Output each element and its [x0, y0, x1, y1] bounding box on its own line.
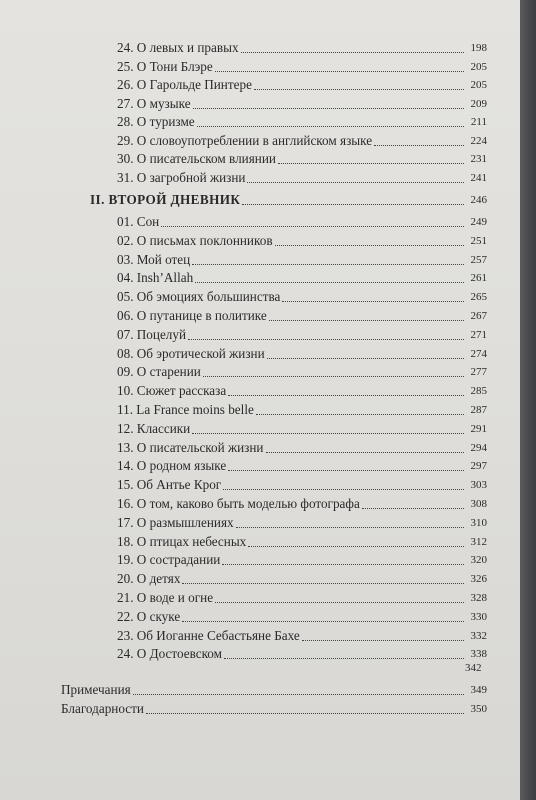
toc-entry-page: 205: [470, 60, 487, 73]
toc-entry-page: 211: [470, 116, 487, 128]
toc-entry-title: 17. О размышлениях: [117, 514, 234, 530]
toc-entry-title: Примечания: [61, 682, 131, 697]
toc-entry: [117, 308, 487, 324]
dot-leader: [278, 163, 464, 164]
dot-leader: [192, 264, 464, 265]
toc-entry: [117, 552, 487, 568]
dot-leader: [236, 527, 464, 528]
toc-entry-title: 15. Об Антье Крог: [117, 477, 222, 493]
toc-entry-title: II. ВТОРОЙ ДНЕВНИК: [90, 192, 241, 207]
toc-entry-page: 246: [470, 194, 487, 206]
toc-entry-title: 16. О том, каково быть моделью фотографа: [117, 496, 360, 511]
toc-entry-page: 241: [470, 171, 487, 184]
toc-entry-title: 20. О детях: [117, 571, 181, 587]
toc-entry: [117, 346, 487, 362]
toc-entry: [117, 440, 487, 456]
toc-entry-page: 249: [470, 216, 487, 228]
dot-leader: [362, 508, 464, 509]
toc-entry-page: 308: [470, 498, 487, 510]
dot-leader: [223, 489, 464, 490]
toc-entry-title: 30. О писательском влиянии: [117, 151, 276, 166]
dot-leader: [374, 145, 464, 146]
toc-entry-page: 328: [470, 592, 487, 604]
back-matter-entry: [61, 701, 487, 717]
dot-leader: [242, 204, 464, 205]
toc-entry: [117, 590, 487, 606]
toc-entry-title: 28. О туризме: [117, 114, 195, 129]
toc-entry-title: 07. Поцелуй: [117, 326, 187, 342]
dot-leader: [182, 621, 464, 622]
toc-entry-title: 06. О путанице в политике: [117, 308, 267, 323]
toc-entry-page: 271: [470, 328, 487, 341]
toc-entry-page: 261: [470, 272, 487, 285]
dot-leader: [161, 226, 464, 227]
dot-leader: [188, 339, 464, 340]
toc-entry-page: 338: [470, 648, 487, 661]
toc-entry-page: 257: [470, 253, 487, 266]
toc-entry: [117, 402, 487, 418]
toc-entry-page: 287: [470, 404, 487, 416]
toc-entry-title: 03. Мой отец: [117, 251, 191, 267]
dot-leader: [192, 433, 464, 434]
dot-leader: [193, 108, 464, 109]
toc-entry-page: 267: [470, 310, 487, 322]
toc-entry-title: 25. О Тони Блэре: [117, 58, 213, 74]
toc-entry-page: 205: [470, 79, 487, 91]
toc-entry: [117, 477, 487, 493]
dot-leader: [302, 640, 464, 641]
dot-leader: [182, 583, 464, 584]
toc-entry-page: 350: [470, 703, 487, 715]
dot-leader: [267, 358, 464, 359]
toc-entry-title: 05. Об эмоциях большинства: [117, 289, 281, 305]
toc-entry-page: 198: [470, 42, 487, 54]
toc-entry: [117, 628, 487, 644]
toc-entry-title: 22. О скуке: [117, 608, 181, 624]
toc-entry-page: 312: [470, 535, 487, 548]
toc-entry-page: 285: [470, 385, 487, 398]
toc-entry-page: 349: [470, 684, 487, 696]
toc-entry: [117, 170, 487, 186]
toc-entry-page: 294: [470, 441, 487, 454]
toc-entry-title: 09. О старении: [117, 364, 201, 380]
dot-leader: [248, 546, 464, 547]
toc-entry: [117, 496, 487, 512]
toc-entry-page: 274: [470, 347, 487, 360]
toc-entry-title: 14. О родном языке: [117, 458, 227, 474]
toc-entry: [117, 364, 487, 380]
toc-entry: [117, 133, 487, 149]
dot-leader: [269, 320, 464, 321]
toc-entry: [117, 214, 487, 230]
dot-leader: [133, 694, 464, 695]
toc-entry-title: 26. О Гарольде Пинтере: [117, 77, 252, 92]
dot-leader: [195, 282, 464, 283]
toc-entry: [117, 458, 487, 474]
toc-entry-page: 297: [470, 460, 487, 473]
toc-entry-title: 19. О сострадании: [117, 552, 221, 568]
dot-leader: [282, 301, 464, 302]
dot-leader: [146, 713, 464, 714]
book-cover-edge: [520, 0, 536, 800]
dot-leader: [254, 89, 464, 90]
toc-entry-title: 27. О музыке: [117, 95, 191, 111]
dot-leader: [228, 395, 464, 396]
toc-entry: [117, 77, 487, 93]
dot-leader: [256, 414, 464, 415]
toc-entry: [117, 646, 487, 662]
dot-leader: [203, 376, 464, 377]
toc-entry: [117, 327, 487, 343]
dot-leader: [241, 52, 464, 53]
toc-entry: [117, 151, 487, 167]
toc-entry-title: 02. О письмах поклонников: [117, 232, 273, 248]
toc-entry: [117, 40, 487, 56]
toc-entry-page: 291: [470, 422, 487, 435]
toc-entry: [117, 59, 487, 75]
toc-entry: [117, 252, 487, 268]
toc-entry: [117, 289, 487, 305]
toc-entry-page: 277: [470, 366, 487, 379]
toc-entry-title: 01. Сон: [117, 214, 160, 229]
toc-entry: [117, 96, 487, 112]
dot-leader: [266, 452, 465, 453]
toc-entry-title: 13. О писательской жизни: [117, 439, 264, 455]
toc-entry-page: 209: [470, 97, 487, 110]
toc-entry-page: 332: [470, 629, 487, 642]
toc-entry: [117, 383, 487, 399]
toc-entry: [117, 534, 487, 550]
toc-entry: [117, 609, 487, 625]
toc-entry-title: 18. О птицах небесных: [117, 533, 247, 549]
dot-leader: [228, 470, 464, 471]
dot-leader: [224, 658, 464, 659]
toc-entry: [117, 114, 487, 130]
toc-entry-page: 231: [470, 153, 487, 165]
page-number: 342: [465, 662, 482, 674]
back-matter-entry: [61, 682, 487, 698]
toc-entry-title: 10. Сюжет рассказа: [117, 383, 227, 399]
dot-leader: [215, 602, 464, 603]
toc-entry-title: 24. О левых и правых: [117, 40, 239, 55]
toc-entry-title: 12. Классики: [117, 420, 191, 436]
toc-entry: [117, 421, 487, 437]
toc-entry: [117, 571, 487, 587]
toc-entry-page: 303: [470, 479, 487, 492]
dot-leader: [275, 245, 464, 246]
toc-entry-title: 11. La France moins belle: [117, 402, 254, 417]
toc-entry: [117, 515, 487, 531]
section-heading: [90, 192, 487, 208]
toc-entry-title: 24. О Достоевском: [117, 646, 222, 662]
toc-entry-page: 320: [470, 554, 487, 567]
toc-entry-page: 310: [470, 516, 487, 529]
dot-leader: [215, 71, 464, 72]
toc-entry-title: 21. О воде и огне: [117, 590, 214, 605]
toc-entry-title: 04. Insh’Allah: [117, 270, 194, 286]
dot-leader: [247, 182, 464, 183]
toc-entry-page: 265: [470, 291, 487, 304]
dot-leader: [222, 564, 464, 565]
toc-entry-title: 23. Об Иоганне Себастьяне Бахе: [117, 627, 300, 643]
toc-entry-page: 251: [470, 234, 487, 247]
toc-entry-page: 330: [470, 610, 487, 623]
toc-entry-title: 08. Об эротической жизни: [117, 345, 265, 361]
toc-entry-page: 326: [470, 573, 487, 586]
toc-entry-page: 224: [470, 134, 487, 147]
toc-entry: [117, 270, 487, 286]
toc-entry-title: 31. О загробной жизни: [117, 169, 246, 185]
toc-entry-title: Благодарности: [61, 701, 144, 716]
toc-entry: [117, 233, 487, 249]
toc-entry-title: 29. О словоупотреблении в английском языке: [117, 132, 373, 148]
dot-leader: [197, 126, 464, 127]
